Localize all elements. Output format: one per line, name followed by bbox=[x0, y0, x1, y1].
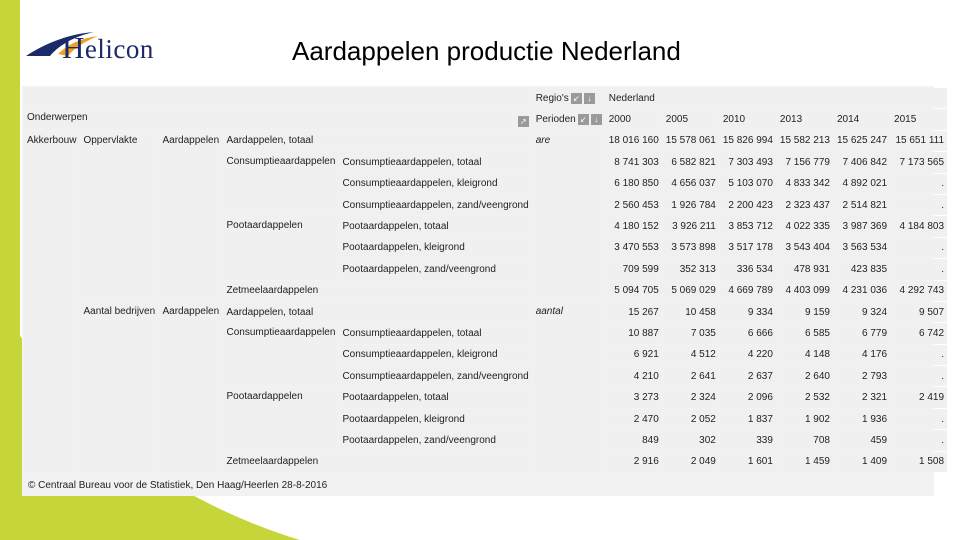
value-cell: 1 837 bbox=[720, 409, 776, 429]
value-cell: 2 052 bbox=[663, 409, 719, 429]
value-cell: 1 508 bbox=[891, 452, 947, 472]
value-cell: 709 599 bbox=[606, 259, 662, 279]
value-cell: 336 534 bbox=[720, 259, 776, 279]
value-cell: 302 bbox=[663, 430, 719, 450]
value-cell: 708 bbox=[777, 430, 833, 450]
value-cell: 2 637 bbox=[720, 366, 776, 386]
value-cell: . bbox=[891, 430, 947, 450]
unit-cell: are bbox=[533, 131, 605, 301]
value-cell: 4 833 342 bbox=[777, 174, 833, 194]
crop-cell: Aardappelen bbox=[159, 302, 222, 472]
item-cell: Aardappelen, totaal bbox=[223, 131, 531, 151]
unit-cell: aantal bbox=[533, 302, 605, 472]
subitem-cell: Consumptieaardappelen, totaal bbox=[339, 152, 531, 172]
value-cell: . bbox=[891, 259, 947, 279]
logo-initial: H bbox=[62, 30, 85, 65]
value-cell: 1 409 bbox=[834, 452, 890, 472]
value-cell: 9 507 bbox=[891, 302, 947, 322]
subitem-cell: Consumptieaardappelen, zand/veengrond bbox=[339, 366, 531, 386]
logo-text bbox=[62, 30, 154, 66]
item-cell: Zetmeelaardappelen bbox=[223, 281, 531, 301]
value-cell: 9 324 bbox=[834, 302, 890, 322]
value-cell: 7 156 779 bbox=[777, 152, 833, 172]
subject-cell: Oppervlakte bbox=[80, 131, 158, 301]
header-row-regios bbox=[24, 88, 947, 108]
item-cell: Zetmeelaardappelen bbox=[223, 452, 531, 472]
value-cell: 2 096 bbox=[720, 387, 776, 407]
value-cell: 7 035 bbox=[663, 323, 719, 343]
value-cell: 6 779 bbox=[834, 323, 890, 343]
value-cell: 10 458 bbox=[663, 302, 719, 322]
value-cell: 4 022 335 bbox=[777, 216, 833, 236]
year-header: 2005 bbox=[663, 109, 719, 129]
year-header: 2015 bbox=[891, 109, 947, 129]
value-cell: 15 625 247 bbox=[834, 131, 890, 151]
value-cell: 2 470 bbox=[606, 409, 662, 429]
value-cell: 3 987 369 bbox=[834, 216, 890, 236]
value-cell: 2 321 bbox=[834, 387, 890, 407]
header-blank bbox=[24, 88, 532, 108]
value-cell: 6 585 bbox=[777, 323, 833, 343]
value-cell: 15 582 213 bbox=[777, 131, 833, 151]
value-cell: 7 303 493 bbox=[720, 152, 776, 172]
value-cell: 15 267 bbox=[606, 302, 662, 322]
header-row-perioden bbox=[24, 109, 947, 129]
value-cell: 5 069 029 bbox=[663, 281, 719, 301]
crop-cell: Aardappelen bbox=[159, 131, 222, 301]
value-cell: 3 853 712 bbox=[720, 216, 776, 236]
subitem-cell: Consumptieaardappelen, zand/veengrond bbox=[339, 195, 531, 215]
value-cell: . bbox=[891, 195, 947, 215]
perioden-label: Perioden bbox=[535, 114, 576, 126]
subitem-cell: Consumptieaardappelen, kleigrond bbox=[339, 345, 531, 365]
value-cell: 7 173 565 bbox=[891, 152, 947, 172]
value-cell: . bbox=[891, 238, 947, 258]
year-header: 2013 bbox=[777, 109, 833, 129]
value-cell: . bbox=[891, 345, 947, 365]
value-cell: 339 bbox=[720, 430, 776, 450]
value-cell: 2 916 bbox=[606, 452, 662, 472]
regios-header[interactable] bbox=[533, 88, 605, 108]
value-cell: 4 180 152 bbox=[606, 216, 662, 236]
subitem-cell: Pootaardappelen, kleigrond bbox=[339, 238, 531, 258]
value-cell: 352 313 bbox=[663, 259, 719, 279]
value-cell: 15 651 111 bbox=[891, 131, 947, 151]
arrow-left-icon[interactable]: ↙ bbox=[578, 114, 589, 125]
value-cell: 15 578 061 bbox=[663, 131, 719, 151]
value-cell: 1 936 bbox=[834, 409, 890, 429]
value-cell: 1 902 bbox=[777, 409, 833, 429]
arrow-left-icon[interactable]: ↙ bbox=[571, 93, 582, 104]
value-cell: 3 517 178 bbox=[720, 238, 776, 258]
value-cell: 2 641 bbox=[663, 366, 719, 386]
category-cell: Akkerbouw bbox=[24, 131, 79, 472]
subitem-cell: Pootaardappelen, totaal bbox=[339, 216, 531, 236]
item-cell: Consumptieaardappelen bbox=[223, 152, 338, 215]
arrow-down-icon[interactable]: ↓ bbox=[584, 93, 595, 104]
value-cell: 7 406 842 bbox=[834, 152, 890, 172]
arrow-down-icon[interactable]: ↓ bbox=[591, 114, 602, 125]
value-cell: 2 514 821 bbox=[834, 195, 890, 215]
copyright-footer: © Centraal Bureau voor de Statistiek, Den Haag/Heerlen 28-8-2016 bbox=[28, 480, 328, 491]
value-cell: 4 512 bbox=[663, 345, 719, 365]
value-cell: 2 560 453 bbox=[606, 195, 662, 215]
subitem-cell: Pootaardappelen, kleigrond bbox=[339, 409, 531, 429]
page-title: Aardappelen productie Nederland bbox=[292, 36, 681, 66]
region-value: Nederland bbox=[606, 88, 947, 108]
value-cell: 1 459 bbox=[777, 452, 833, 472]
value-cell: 4 184 803 bbox=[891, 216, 947, 236]
subitem-cell: Pootaardappelen, zand/veengrond bbox=[339, 430, 531, 450]
value-cell: . bbox=[891, 409, 947, 429]
value-cell: 2 323 437 bbox=[777, 195, 833, 215]
value-cell: 15 826 994 bbox=[720, 131, 776, 151]
value-cell: 4 292 743 bbox=[891, 281, 947, 301]
perioden-header[interactable] bbox=[533, 109, 605, 129]
value-cell: 5 103 070 bbox=[720, 174, 776, 194]
value-cell: 6 921 bbox=[606, 345, 662, 365]
value-cell: 4 669 789 bbox=[720, 281, 776, 301]
value-cell: 4 176 bbox=[834, 345, 890, 365]
value-cell: 4 892 021 bbox=[834, 174, 890, 194]
value-cell: 4 403 099 bbox=[777, 281, 833, 301]
value-cell: 3 543 404 bbox=[777, 238, 833, 258]
year-header: 2000 bbox=[606, 109, 662, 129]
subitem-cell: Pootaardappelen, totaal bbox=[339, 387, 531, 407]
subject-cell: Aantal bedrijven bbox=[80, 302, 158, 472]
onderwerpen-header[interactable] bbox=[24, 109, 532, 129]
value-cell: 10 887 bbox=[606, 323, 662, 343]
value-cell: 5 094 705 bbox=[606, 281, 662, 301]
value-cell: 423 835 bbox=[834, 259, 890, 279]
value-cell: 4 148 bbox=[777, 345, 833, 365]
subitem-cell: Consumptieaardappelen, kleigrond bbox=[339, 174, 531, 194]
value-cell: 9 334 bbox=[720, 302, 776, 322]
value-cell: 3 273 bbox=[606, 387, 662, 407]
value-cell: 4 220 bbox=[720, 345, 776, 365]
value-cell: 2 793 bbox=[834, 366, 890, 386]
value-cell: 8 741 303 bbox=[606, 152, 662, 172]
value-cell: 2 049 bbox=[663, 452, 719, 472]
value-cell: . bbox=[891, 366, 947, 386]
value-cell: 2 324 bbox=[663, 387, 719, 407]
value-cell: 2 200 423 bbox=[720, 195, 776, 215]
value-cell: 3 926 211 bbox=[663, 216, 719, 236]
subitem-cell: Consumptieaardappelen, totaal bbox=[339, 323, 531, 343]
value-cell: 4 231 036 bbox=[834, 281, 890, 301]
value-cell: 3 563 534 bbox=[834, 238, 890, 258]
value-cell: 478 931 bbox=[777, 259, 833, 279]
value-cell: 3 573 898 bbox=[663, 238, 719, 258]
value-cell: 3 470 553 bbox=[606, 238, 662, 258]
onderwerpen-label: Onderwerpen bbox=[27, 112, 88, 124]
value-cell: 2 532 bbox=[777, 387, 833, 407]
year-header: 2014 bbox=[834, 109, 890, 129]
value-cell: 1 926 784 bbox=[663, 195, 719, 215]
value-cell: 849 bbox=[606, 430, 662, 450]
value-cell: 2 419 bbox=[891, 387, 947, 407]
value-cell: 6 666 bbox=[720, 323, 776, 343]
value-cell: 459 bbox=[834, 430, 890, 450]
data-table bbox=[23, 87, 948, 473]
table-row bbox=[24, 302, 947, 322]
regios-label: Regio's bbox=[535, 92, 569, 104]
item-cell: Pootaardappelen bbox=[223, 387, 338, 450]
table-row bbox=[24, 131, 947, 151]
subitem-cell: Pootaardappelen, zand/veengrond bbox=[339, 259, 531, 279]
value-cell: 1 601 bbox=[720, 452, 776, 472]
value-cell: 6 582 821 bbox=[663, 152, 719, 172]
value-cell: 9 159 bbox=[777, 302, 833, 322]
value-cell: 6 180 850 bbox=[606, 174, 662, 194]
item-cell: Pootaardappelen bbox=[223, 216, 338, 279]
item-cell: Aardappelen, totaal bbox=[223, 302, 531, 322]
value-cell: 6 742 bbox=[891, 323, 947, 343]
value-cell: 4 656 037 bbox=[663, 174, 719, 194]
value-cell: 4 210 bbox=[606, 366, 662, 386]
year-header: 2010 bbox=[720, 109, 776, 129]
expand-icon[interactable]: ↗ bbox=[518, 116, 529, 127]
item-cell: Consumptieaardappelen bbox=[223, 323, 338, 386]
value-cell: 2 640 bbox=[777, 366, 833, 386]
value-cell: 18 016 160 bbox=[606, 131, 662, 151]
logo-rest: elicon bbox=[84, 34, 154, 64]
value-cell: . bbox=[891, 174, 947, 194]
